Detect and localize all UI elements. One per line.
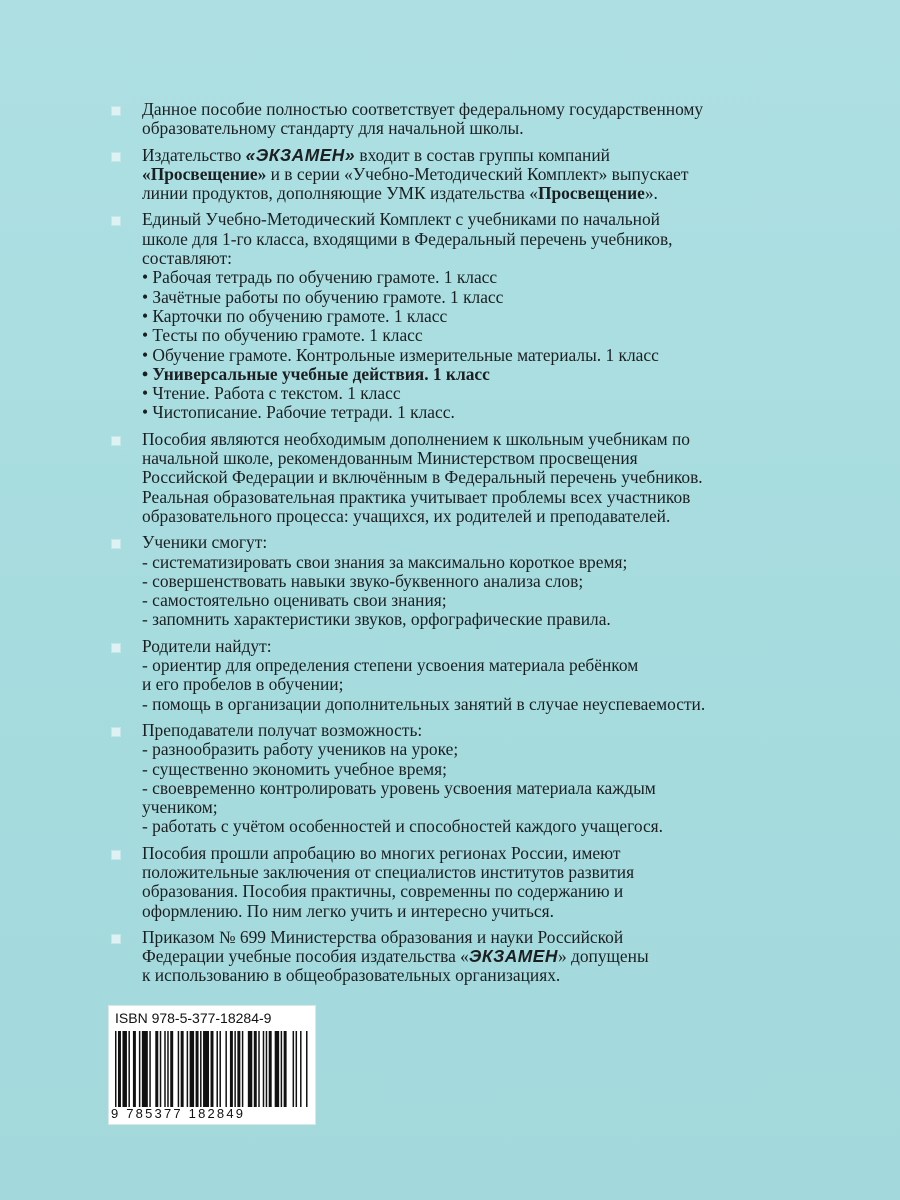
text-line: Данное пособие полностью соответствует федеральному государственному [142,99,704,119]
barcode-bar [133,1031,136,1107]
list-item: • Чистописание. Рабочие тетради. 1 класс. [142,402,455,423]
square-bullet-icon [111,216,121,226]
text-line: - помощь в организации дополнительных занятий в случае неуспеваемости. [142,693,706,714]
publisher-name: ЭКЗАМЕН [468,946,558,967]
paragraph-complex [108,210,828,422]
text-line: и его пробелов в обучении; [142,674,344,695]
text-line: - существенно экономить учебное время; [142,758,448,779]
text-line: - систематизировать свои знания за максимально короткое время; [142,551,628,572]
barcode-bar [190,1031,194,1107]
text-line: - разнообразить работу учеников на уроке; [142,739,459,760]
text-line: Пособия являются необходимым дополнением к школьным учебникам по [142,428,690,449]
text-run: ». [644,183,658,204]
list-item: • Рабочая тетрадь по обучению грамоте. 1 класс [142,267,498,288]
barcode-bar [142,1031,148,1107]
square-bullet-icon [111,934,121,944]
barcode-bar [164,1031,165,1107]
text-line: Российской Федерации и включённым в Федеральный перечень учебников. [142,467,703,488]
barcode-bar [242,1031,243,1107]
barcode-bar [211,1031,214,1107]
text-line: Ученики смогут: [142,532,268,553]
text-run: и в серии «Учебно-Методический Комплект» выпускает [266,163,689,184]
list-item: • Карточки по обучению грамоте. 1 класс [142,305,448,326]
barcode-bar [122,1031,126,1107]
barcode-bar [128,1031,129,1107]
text-line: - запомнить характеристики звуков, орфографические правила. [142,609,611,630]
paragraph-publisher [108,146,828,204]
barcode-bar [115,1031,116,1107]
barcode-bar [219,1031,220,1107]
square-bullet-icon [111,850,121,860]
barcode-bar [225,1031,226,1107]
text-line: школе для 1-го класса, входящими в Федеральный перечень учебников, [142,228,673,249]
text-run: » допущены [557,946,649,967]
list-item: • Зачётные работы по обучению грамоте. 1 класс [142,286,504,307]
text-run: Издательство [142,144,246,165]
barcode-bar [203,1031,209,1107]
barcode-bar [284,1031,287,1107]
barcode-bar [181,1031,184,1107]
barcode-bar [196,1031,199,1107]
barcode-bar [178,1031,179,1107]
square-bullet-icon [111,436,121,446]
barcode-bar [254,1031,257,1107]
barcode-bar [300,1031,301,1107]
paragraph-students [108,533,828,629]
barcode-bar [230,1031,233,1107]
barcode-bar [160,1031,161,1107]
barcode-bar [170,1031,173,1107]
isbn-number: ISBN 978-5-377-18284-9 [115,1010,272,1026]
text-line: Пособия прошли апробацию во многих регионах России, имеют [142,842,621,863]
text-run: входит в состав группы компаний [355,144,610,165]
barcode-bars [115,1031,309,1107]
text-line: Единый Учебно-Методический Комплект с учебниками по начальной [142,209,660,230]
text-line: Преподаватели получат возможность: [142,719,423,740]
barcode-bar [275,1031,279,1107]
cover-text [108,100,828,993]
publisher-group-name: Просвещение [537,183,645,204]
text-line: начальной школе, рекомендованным Министерством просвещения [142,448,638,469]
square-bullet-icon [111,106,121,116]
publisher-group-name: «Просвещение» [142,163,267,184]
list-item: • Обучение грамоте. Контрольные измерительные материалы. 1 класс [142,344,659,365]
text-line: составляют: [142,248,232,269]
paragraph-standard [108,100,828,139]
barcode-bar [296,1031,297,1107]
text-run: Федерации учебные пособия издательства « [142,946,469,967]
barcode-bar [155,1031,158,1107]
text-line: - совершенствовать навыки звуко-буквенного анализа слов; [142,570,584,591]
text-line: - своевременно контролировать уровень усвоения материала каждым [142,777,656,798]
list-item: • Чтение. Работа с текстом. 1 класс [142,383,401,404]
barcode-bar [200,1031,201,1107]
barcode-bar [248,1031,252,1107]
square-bullet-icon [111,152,121,162]
barcode-bar [149,1031,150,1107]
text-line: положительные заключения от специалистов институтов развития [142,861,635,882]
barcode-bar [139,1031,140,1107]
barcode-bar [216,1031,217,1107]
list-item: • Тесты по обучению грамоте. 1 класс [142,325,423,346]
text-line [142,947,828,966]
barcode-bar [266,1031,267,1107]
barcode-bar [306,1031,307,1107]
barcode-bar [258,1031,259,1107]
text-line: к использованию в общеобразовательных организациях. [142,965,561,986]
text-line: образовательного процесса: учащихся, их родителей и преподавателей. [142,505,671,526]
text-line [142,146,828,165]
square-bullet-icon [111,727,121,737]
text-line [142,165,828,184]
paragraph-teachers [108,721,828,837]
square-bullet-icon [111,539,121,549]
barcode-bar [281,1031,282,1107]
text-line: - ориентир для определения степени усвоения материала ребёнком [142,655,639,676]
text-line: образования. Пособия практичны, современны по содержанию и [142,881,624,902]
barcode-bar [263,1031,264,1107]
barcode-digits: 9 785377 182849 [111,1106,246,1121]
barcode-bar [187,1031,188,1107]
paragraph-supplement [108,430,828,526]
text-line: оформлению. По ним легко учить и интересно учиться. [142,900,554,921]
barcode-bar [118,1031,121,1107]
paragraph-parents [108,637,828,714]
paragraph-approbation [108,844,828,921]
square-bullet-icon [111,643,121,653]
text-line: Реальная образовательная практика учитывает проблемы всех участников [142,486,691,507]
text-line: Родители найдут: [142,635,272,656]
barcode-bar [234,1031,235,1107]
barcode-bar [269,1031,272,1107]
text-line: Приказом № 699 Министерства образования и науки Российской [142,926,624,947]
publisher-name: «ЭКЗАМЕН» [245,144,356,165]
text-line: образовательному стандарту для начальной школы. [142,118,524,139]
paragraph-order [108,928,828,986]
barcode-bar [293,1031,294,1107]
text-line: учеником; [142,797,218,818]
barcode-bar [167,1031,168,1107]
isbn-barcode [108,1005,316,1125]
barcode-bar [237,1031,240,1107]
text-line [142,184,828,203]
text-run: линии продуктов, дополняющие УМК издательства « [142,183,538,204]
list-item-highlighted: • Универсальные учебные действия. 1 класс [142,363,490,384]
text-line: - самостоятельно оценивать свои знания; [142,590,447,611]
text-line: - работать с учётом особенностей и способностей каждого учащегося. [142,816,664,837]
